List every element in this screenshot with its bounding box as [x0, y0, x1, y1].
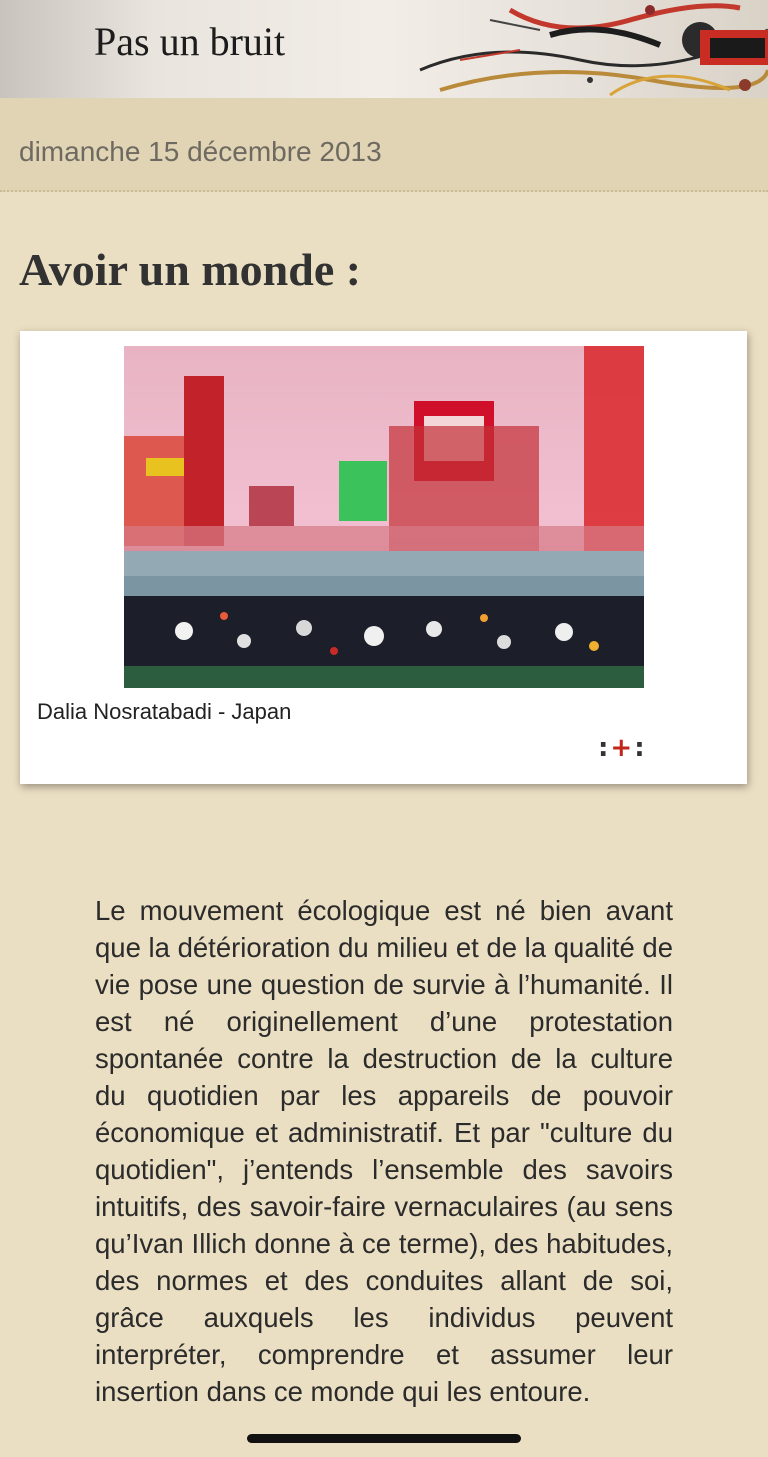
- blog-title[interactable]: Pas un bruit: [94, 19, 286, 64]
- enlarge-image-link[interactable]: [598, 733, 647, 763]
- post-content: [0, 192, 768, 1457]
- image-caption: Dalia Nosratabadi - Japan: [37, 699, 292, 724]
- post-body-text: Le mouvement écologique est né bien avant que la détérioration du milieu et de la qualité de vie pose une question de survie à l’humanité. Il est né originellement d’une protestation spontanée contre la destruction de la culture du quotidien par les appareils de pouvoir économique et administratif. Et par "culture du quotidien", j’entends l’ensemble des savoirs intuitifs, des savoir-faire vernaculaires (au sens qu’Ivan Illich donne à ce terme), des habitudes, des normes et des conduites allant de soi, grâce auxquels les individus peuvent interpréter, comprendre et assumer leur insertion dans ce monde qui les entoure.: [95, 894, 673, 1407]
- post-title[interactable]: Avoir un monde :: [19, 243, 362, 295]
- plus-icon: +: [610, 733, 635, 763]
- city-reflection-photo[interactable]: [124, 346, 644, 688]
- colon-left: :: [598, 733, 611, 763]
- blog-header: [0, 0, 768, 98]
- header-art-image: [400, 0, 768, 98]
- colon-right: :: [634, 733, 647, 763]
- image-card: [20, 331, 747, 784]
- post-date: dimanche 15 décembre 2013: [19, 136, 382, 167]
- date-header-bar: [0, 98, 768, 192]
- home-indicator[interactable]: [247, 1434, 521, 1443]
